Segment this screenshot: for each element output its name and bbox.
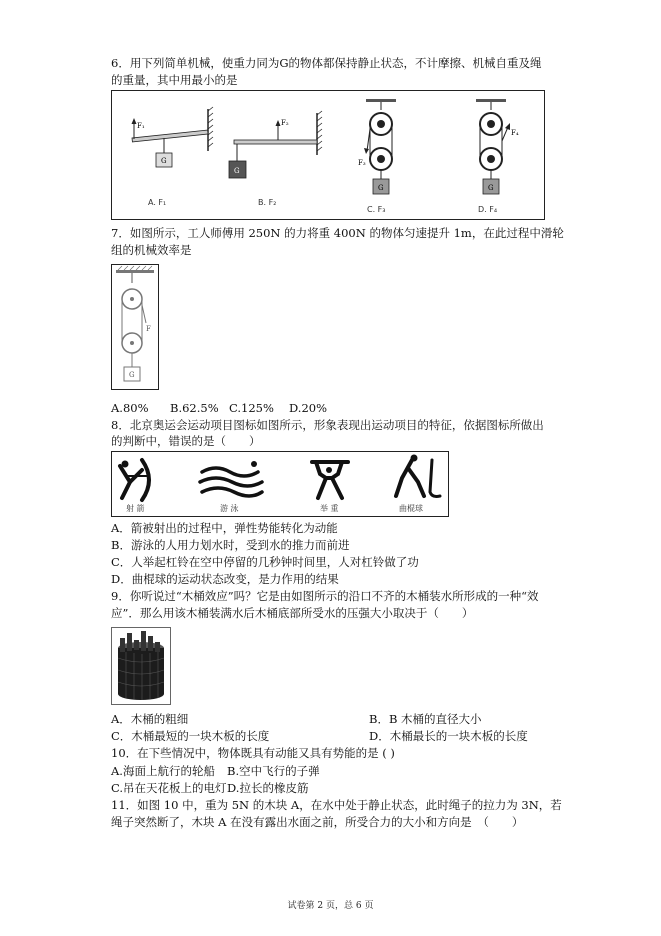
q8-line-2: 的判断中，错误的是（ ） xyxy=(111,434,261,448)
q6-figure-b xyxy=(229,111,322,207)
q7-weight-label: G xyxy=(129,371,135,379)
q7-option-d: D.20% xyxy=(289,401,328,415)
q9-option-a: A．木桶的粗细 xyxy=(111,712,189,726)
q8-line-1: 8．北京奥运会运动项目图标如图所示，形象表现出运动项目的特征，依据图标所做出 xyxy=(111,418,544,432)
q7-force-label: F xyxy=(146,325,151,333)
q9-figure-barrel xyxy=(111,627,171,705)
q9-option-d: D．木桶最长的一块木板的长度 xyxy=(369,729,528,743)
q6-caption-d: D. F₄ xyxy=(478,205,498,214)
weightlifting-icon xyxy=(312,462,348,513)
q6-force-label-4: F₄ xyxy=(511,129,519,137)
q6-figure-c xyxy=(358,99,396,214)
q8-option-b: B．游泳的人用力划水时，受到水的推力而前进 xyxy=(111,538,350,552)
q10-line-1: 10．在下些情况中，物体既具有动能又具有势能的是 ( ) xyxy=(111,746,395,760)
q8-option-a: A．箭被射出的过程中，弹性势能转化为动能 xyxy=(111,521,338,535)
q9-option-c: C．木桶最短的一块木板的长度 xyxy=(111,729,270,743)
q8-option-d: D．曲棍球的运动状态改变，是力作用的结果 xyxy=(111,572,339,586)
q6-figure-d xyxy=(476,99,519,214)
q9-line-1: 9．你听说过“木桶效应”吗？它是由如图所示的沿口不齐的木桶装水所形成的一种“效 xyxy=(111,589,539,603)
q7-line-1: 7．如图所示，工人师傅用 250N 的力将重 400N 的物体匀速提升 1m，在此过程中滑轮 xyxy=(111,226,564,240)
q8-option-c: C．人举起杠铃在空中停留的几秒钟时间里，人对杠铃做了功 xyxy=(111,555,419,569)
q8-icon-label-4: 曲棍球 xyxy=(399,504,423,513)
q6-line-1: 6．用下列简单机械，使重力同为G的物体都保持静止状态，不计摩擦、机械自重及绳 xyxy=(111,56,542,70)
q9-option-b: B．B 木桶的直径大小 xyxy=(369,712,482,726)
q8-figure xyxy=(111,451,449,517)
q6-caption-c: C. F₃ xyxy=(367,205,386,214)
q6-force-label-1: F₁ xyxy=(137,122,145,130)
q8-icon-label-1: 射 箭 xyxy=(126,504,145,513)
q10-option-d: D.拉长的橡皮筋 xyxy=(227,781,309,795)
q6-force-label-3: F₃ xyxy=(358,159,366,167)
archery-icon xyxy=(120,460,150,513)
q11-line-2: 绳子突然断了，木块 A 在没有露出水面之前，所受合力的大小和方向是 （ ） xyxy=(111,815,524,829)
q7-option-a: A.80% xyxy=(111,401,149,415)
q6-weight-label-a: G xyxy=(161,157,167,165)
q6-line-2: 的重量，其中用最小的是 xyxy=(111,73,238,87)
q6-weight-label-d: G xyxy=(488,184,494,192)
q6-figure-a xyxy=(132,107,214,207)
q11-line-1: 11．如图 10 中，重为 5N 的木块 A，在水中处于静止状态，此时绳子的拉力为 3N，若 xyxy=(111,798,562,812)
q7-option-c: C.125% xyxy=(229,401,274,415)
q10-option-a: A.海面上航行的轮船 xyxy=(111,764,215,778)
q6-weight-label-b: G xyxy=(234,167,240,175)
q7-option-b: B.62.5% xyxy=(170,401,219,415)
q10-option-b: B.空中飞行的子弹 xyxy=(227,764,320,778)
q8-icon-label-2: 游 泳 xyxy=(220,504,239,513)
q6-caption-a: A. F₁ xyxy=(148,198,167,207)
q6-force-label-2: F₂ xyxy=(281,119,289,127)
q10-option-c: C.吊在天花板上的电灯 xyxy=(111,781,227,795)
page-footer: 试卷第 2 页，总 6 页 xyxy=(287,901,374,911)
q7-figure xyxy=(111,264,159,390)
swimming-icon xyxy=(200,461,262,513)
hockey-icon xyxy=(396,455,440,514)
q6-caption-b: B. F₂ xyxy=(258,198,277,207)
q6-figure xyxy=(111,90,545,220)
q9-line-2: 应”．那么用该木桶装满水后木桶底部所受水的压强大小取决于（ ） xyxy=(111,606,474,620)
q6-weight-label-c: G xyxy=(378,184,384,192)
q8-icon-label-3: 举 重 xyxy=(320,504,339,513)
q7-line-2: 组的机械效率是 xyxy=(111,243,192,257)
